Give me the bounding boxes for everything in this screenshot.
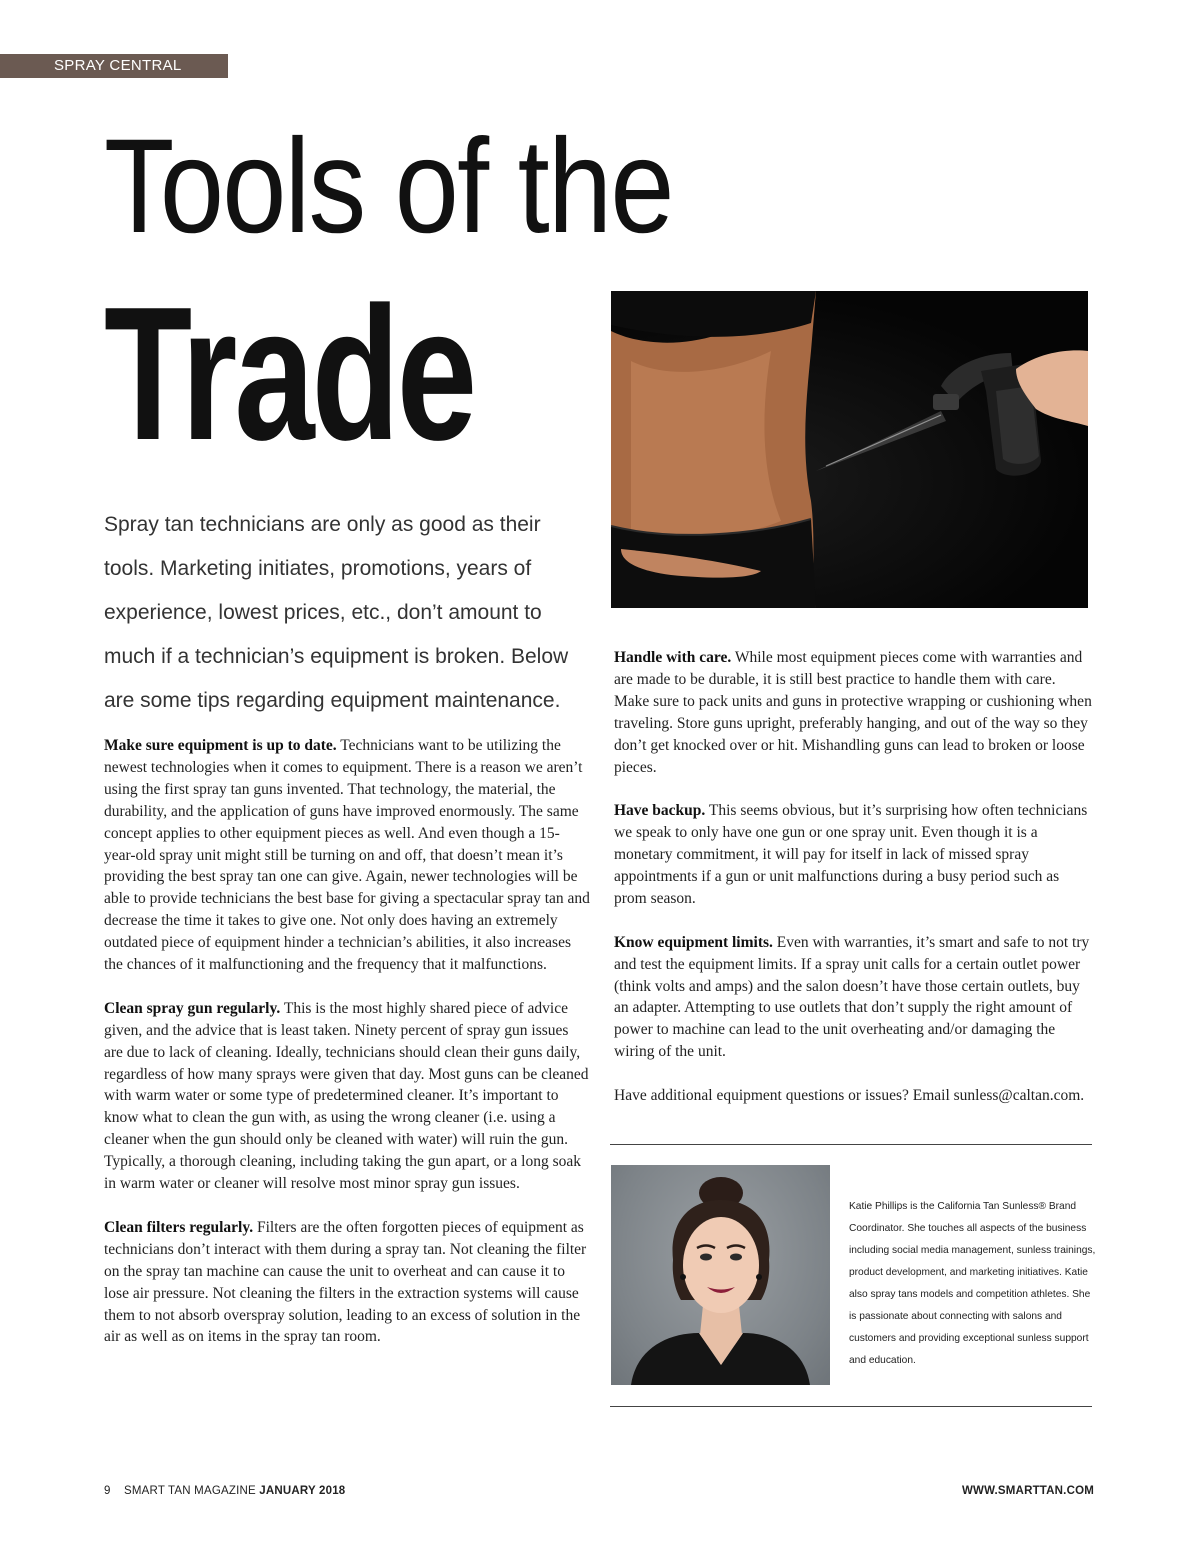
portrait-illustration <box>611 1165 830 1385</box>
section-paragraph <box>104 735 590 976</box>
magazine-name: SMART TAN MAGAZINE <box>124 1485 256 1497</box>
section-heading: Handle with care. <box>614 649 732 666</box>
section-tag: SPRAY CENTRAL <box>0 54 228 78</box>
hero-illustration <box>611 291 1088 608</box>
closing-line: Have additional equipment questions or issues? Email sunless@caltan.com. <box>614 1087 1085 1105</box>
page-number: 9 <box>104 1485 111 1497</box>
article-column-left <box>104 735 590 1370</box>
divider-top <box>610 1144 1092 1145</box>
author-bio: Katie Phillips is the California Tan Sunless® Brand Coordinator. She touches all aspects of the business including social media management, sunless trainings, product development, and marketing initiatives. Katie also spray tans models and competition athletes. She is passionate about connecting with salons and customers and providing exceptional sunless support and education. <box>849 1201 1096 1366</box>
intro-paragraph: Spray tan technicians are only as good as their tools. Marketing initiates, promotions, years of experience, lowest prices, etc., don’t amount to much if a technician’s equipment is broken. Below are some tips regarding equipment maintenance. <box>104 513 569 712</box>
section-heading: Make sure equipment is up to date. <box>104 737 337 754</box>
section-body: Technicians want to be utilizing the newest technologies when it comes to equipment. There is a reason we aren’t using the first spray tan guns invented. That technology, the material, the durability, and the application of guns have improved enormously. The same concept applies to other equipment pieces as well. And even though a 15-year-old spray unit might still be turning on and off, that doesn’t mean it’s providing the best spray tan one can give. Again, newer technologies will be able to provide technicians the best base for giving a spectacular spray tan and decrease the time it takes to give one. Not only does having an extremely outdated piece of equipment hinder a technician’s abilities, it also increases the chances of it malfunctioning and the frequency that it malfunctions. <box>104 737 590 974</box>
section-body: While most equipment pieces come with warranties and are made to be durable, it is still best practice to handle them with care. Make sure to pack units and guns in protective wrapping or cushioning when traveling. Store guns upright, preferably hanging, and out of the way so they don’t get knocked over or hit. Mishandling guns can lead to broken or loose pieces. <box>614 649 1092 776</box>
section-heading: Know equipment limits. <box>614 933 773 951</box>
section-body: Filters are the often forgotten pieces of equipment as technicians don’t interact with them during a spray tan. Not cleaning the filter on the spray tan machine can cause the unit to overheat and can cause it to lose air pressure. Not cleaning the filters in the extraction systems will cause them to not absorb overspray solution, leading to an excess of solution in the air as well as on items in the spray tan room. <box>104 1218 587 1346</box>
hero-photo-spray-tan <box>611 291 1088 608</box>
footer-publication <box>104 1485 345 1497</box>
article-title-line1: Tools of the <box>104 112 673 261</box>
section-paragraph <box>104 998 590 1195</box>
article-title-line2: Trade <box>104 268 475 480</box>
divider-bottom <box>610 1406 1092 1407</box>
section-paragraph <box>104 1217 590 1348</box>
section-paragraph <box>614 647 1094 778</box>
section-paragraph <box>614 800 1094 910</box>
section-body: Even with warranties, it’s smart and safe to not try and test the equipment limits. If a spray unit calls for a certain outlet power (think volts and amps) and the salon doesn’t have those certain outlets, buy an adapter. Attempting to use outlets that don’t supply the right amount of power to machine can lead to the unit overheating and/or damaging the wiring of the unit. <box>614 933 1090 1061</box>
issue-date: JANUARY 2018 <box>259 1485 346 1497</box>
section-body: This seems obvious, but it’s surprising how often technicians we speak to only have one gun or one spray unit. Even though it is a monetary commitment, it will pay for itself in lack of missed spray appointments if a gun or unit malfunctions during a busy period such as prom season. <box>614 802 1088 907</box>
section-paragraph <box>614 932 1094 1063</box>
section-heading: Clean filters regularly. <box>104 1218 254 1236</box>
author-portrait <box>611 1165 830 1385</box>
section-body: This is the most highly shared piece of advice given, and the advice that is least taken. Ninety percent of spray gun issues are due to lack of cleaning. Ideally, technicians should clean their guns daily, regardless of how many sprays were given that day. Most guns can be cleaned with warm water or some type of predetermined cleaner. It’s important to know what to clean the gun with, as using the wrong cleaner (i.e. using a cleaner when the gun should only be cleaned with water) will ruin the gun. Typically, a thorough cleaning, including taking the gun apart, or a long soak in warm water or cleaner will resolve most minor spray gun issues. <box>104 999 589 1193</box>
footer-website-link[interactable]: WWW.SMARTTAN.COM <box>961 1485 1094 1497</box>
section-heading: Have backup. <box>614 802 706 820</box>
section-heading: Clean spray gun regularly. <box>104 999 281 1017</box>
article-column-right <box>614 647 1094 1129</box>
